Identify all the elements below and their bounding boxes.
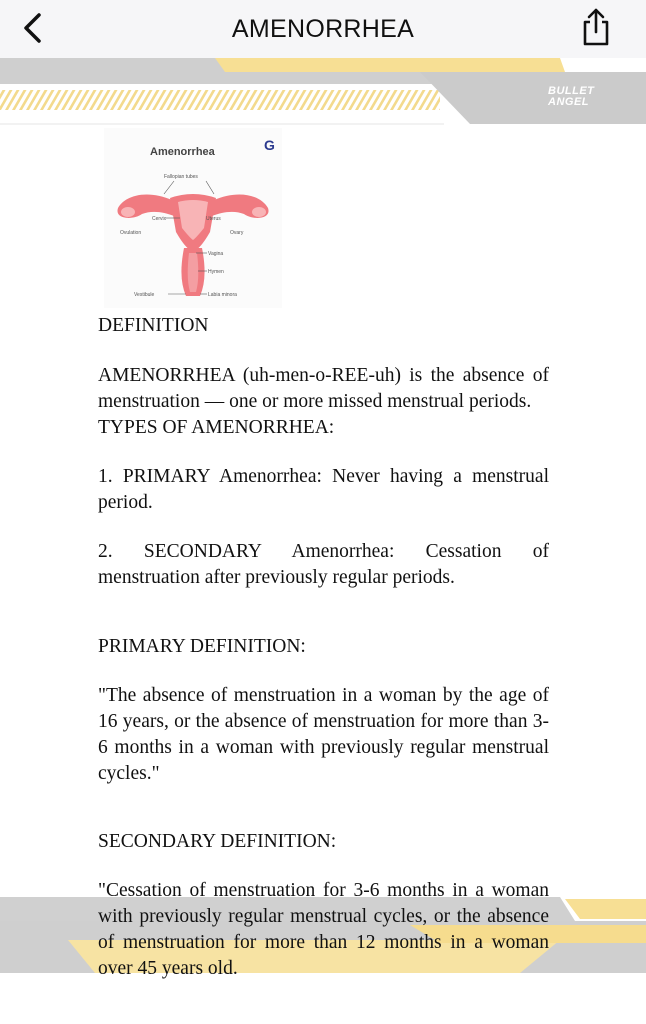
brand-logo: BULLET ANGEL	[548, 85, 595, 108]
svg-text:Fallopian tubes: Fallopian tubes	[164, 174, 198, 180]
secondary-definition-heading: SECONDARY DEFINITION:	[98, 831, 337, 852]
svg-text:Labia minora: Labia minora	[208, 292, 237, 298]
svg-text:Vagina: Vagina	[208, 251, 224, 257]
share-button[interactable]	[578, 6, 614, 48]
definition-heading: DEFINITION	[98, 315, 209, 336]
svg-text:Cervix: Cervix	[152, 216, 167, 222]
anatomy-diagram	[104, 128, 282, 308]
primary-definition-heading: PRIMARY DEFINITION:	[98, 636, 306, 657]
chevron-left-icon	[21, 12, 43, 44]
type-primary: 1. PRIMARY Amenorrhea: Never having a menstrual period.	[98, 466, 549, 513]
definition-text: AMENORRHEA (uh-men-o-REE-uh) is the absence of menstruation — one or more missed menstrual periods.	[98, 365, 549, 412]
primary-definition-text: "The absence of menstruation in a woman by the age of 16 years, or the absence of menstruation for more than 3-6 months in a woman with previously regular menstrual cycles."	[98, 685, 549, 784]
secondary-definition-text: "Cessation of menstruation for 3-6 months in a woman with previously regular menstrual cycles, or the absence of menstruation for more than 12 months in a woman over 45 years old.	[98, 880, 549, 979]
svg-text:Uterus: Uterus	[206, 216, 221, 222]
page-title: AMENORRHEA	[231, 14, 415, 43]
svg-text:Vestibule: Vestibule	[134, 292, 155, 298]
type-secondary: 2. SECONDARY Amenorrhea: Cessation of menstruation after previously regular periods.	[98, 541, 549, 588]
svg-text:Hymen: Hymen	[208, 269, 224, 275]
svg-text:Ovulation: Ovulation	[120, 230, 142, 236]
article-body	[98, 313, 549, 982]
diagram-title: Amenorrhea	[150, 146, 215, 158]
share-icon	[580, 7, 612, 47]
back-button[interactable]	[14, 10, 50, 46]
svg-text:Ovary: Ovary	[230, 230, 244, 236]
types-heading: TYPES OF AMENORRHEA:	[98, 417, 335, 438]
svg-text:G: G	[264, 137, 275, 153]
nav-bar	[0, 0, 646, 58]
